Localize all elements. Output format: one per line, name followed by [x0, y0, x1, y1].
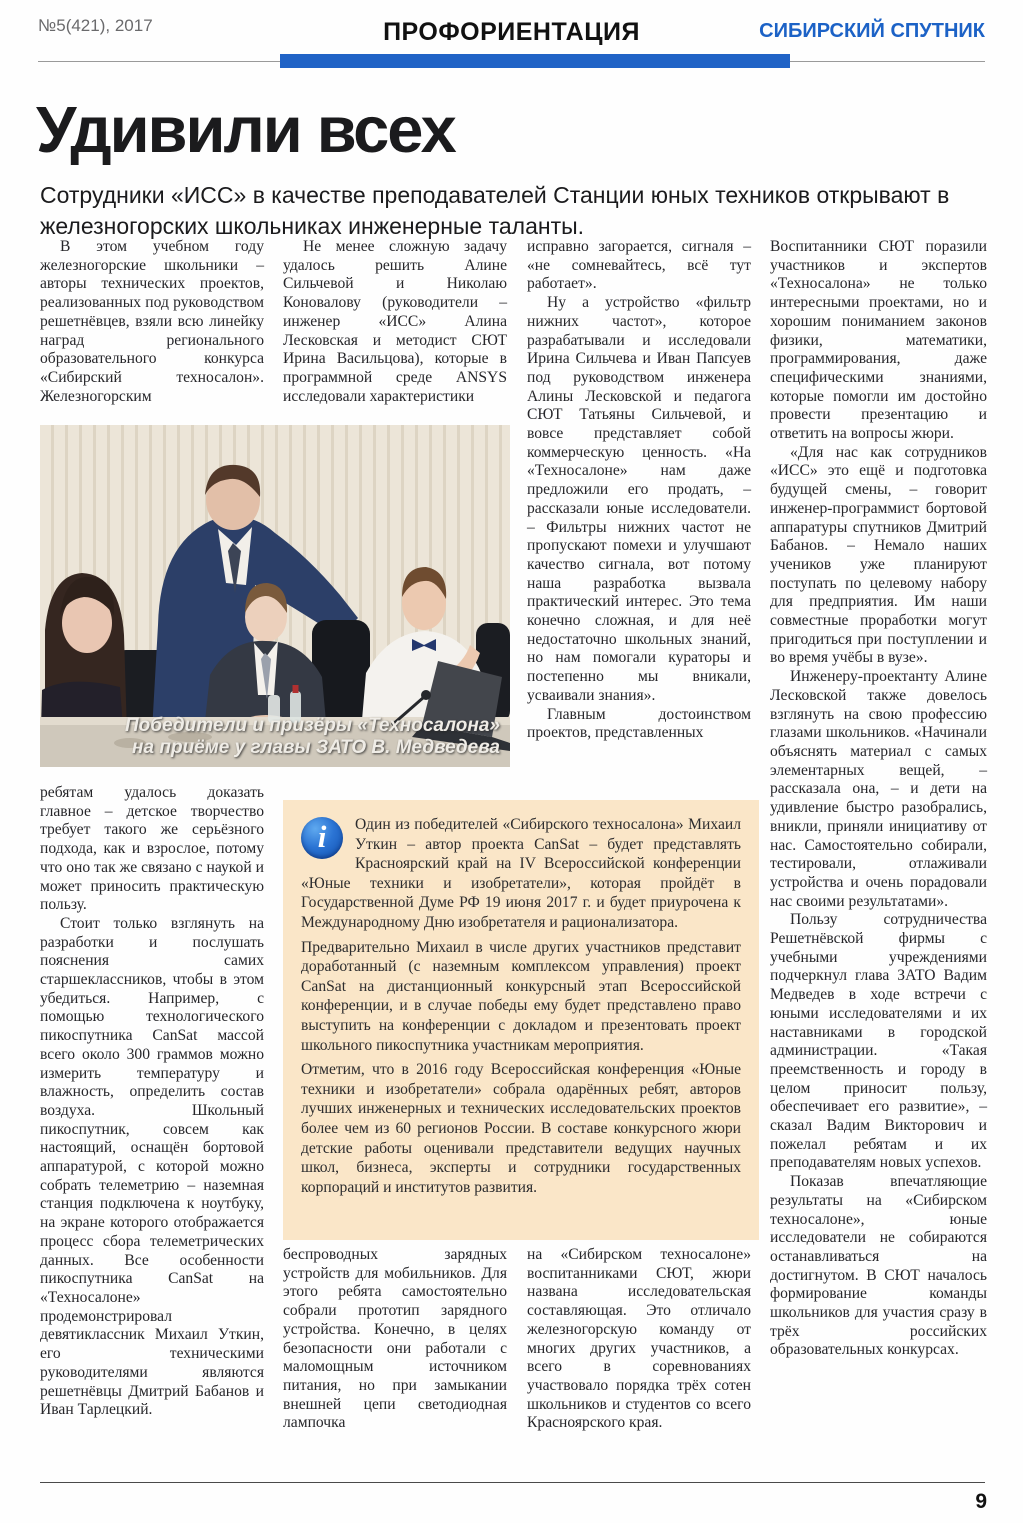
- paragraph: Пользу сотрудничества Решетнёвской фирмы с учебными учреждениями подчеркнул глава ЗАТО Вадим Медведев в ходе встречи с юными исследователями и их наставниками в городской администрации. «Такая преемственность и городу в целом приносит пользу, обеспечивает его развитие», – сказал Вадим Викторович и пожелал ребятам и их преподавателям новых успехов.: [770, 911, 987, 1172]
- paragraph: «Для нас как сотрудников «ИСС» это ещё и подготовка будущей смены, – говорит инженер-программист бортовой аппаратуры спутников Дмитрий Бабанов. – Немало наших учеников уже планируют поступать по целевому набору для предприятия. Им наши совместные проработки могут пригодиться при поступлении и во время учёбы в вузе».: [770, 443, 987, 667]
- paragraph: Стоит только взглянуть на разработки и послушать пояснения самих старшеклассников, чтобы в этом убедиться. Например, с помощью технологического пикоспутника CanSat массой всего около 300 граммов можно измерить температуру и влажность, определить состав воздуха. Школьный пикоспутник, совсем как настоящий, оснащён бортовой аппаратурой, с которой можно собрать телеметрию – наземная станция подключена к ноутбуку, на экране которого отображается процесс сбора телеметрических данных. Все особенности пикоспутника CanSat на «Техносалоне» продемонстрировал девятиклассник Михаил Уткин, его техническими руководителями являются решетнёвцы Дмитрий Бабанов и Иван Тарлецкий.: [40, 914, 264, 1419]
- paragraph: Показав впечатляющие результаты на «Сибирском техносалоне», юные исследователи не собираются останавливаться на достигнутом. В СЮТ началось формирование команды школьников для участия сразу в трёх российских образовательных конкурсах.: [770, 1173, 987, 1359]
- paragraph: ребятам удалось доказать главное – детское творчество требует такого же серьёзного подхода, как и взрослое, потому что оно так же связано с наукой и может приносить практическую пользу.: [40, 784, 264, 914]
- column-3-top: [527, 238, 751, 743]
- article-lead: Сотрудники «ИСС» в качестве преподавателей Станции юных техников открывают в железногорских школьниках инженерные таланты.: [40, 182, 950, 239]
- article-photo: [40, 425, 510, 767]
- publication-name: СИБИРСКИЙ СПУТНИК: [759, 20, 985, 42]
- footer-rule: [40, 1482, 985, 1483]
- info-icon: i: [301, 817, 343, 859]
- column-1-bottom: [40, 784, 264, 1420]
- column-2-bottom: [283, 1246, 507, 1433]
- paragraph: Не менее сложную задачу удалось решить Алине Сильчевой и Николаю Коновалову (руководители – инженер «ИСС» Алина Лесковская и методист СЮТ Ирина Васильцова), которые в программной среде ANSYS исследовали характеристики: [283, 238, 507, 405]
- header-accent-bar: [280, 54, 790, 68]
- info-box: [283, 800, 759, 1240]
- paragraph: Главным достоинством проектов, представленных: [527, 705, 751, 742]
- paragraph: Ну а устройство «фильтр нижних частот», которое разрабатывали и исследовали Ирина Сильчева и Иван Папсуев под руководством инженера Алины Лесковской и педагога СЮТ Татьяны Сильчевой, и вовсе представляет собой коммерческую ценность. «На «Техносалоне» нам даже предложили его продать, – рассказали юные исследователи. – Фильтры нижних частот не пропускают помехи и улучшают качество сигнала, вот потому наша разработка вызвала практический интерес. Это тема конечно сложная, и для неё недостаточно школьных знаний, но нам помогали кураторы и постепенно мы вникали, усваивали знания».: [527, 294, 751, 704]
- photo-caption-line2: на приёме у главы ЗАТО В. Медведева: [132, 737, 500, 758]
- paragraph: Воспитанники СЮТ поразили участников и экспертов «Техносалона» не только интересными проектами, но и хорошим пониманием законов физики, математики, программирования, даже специфическими знаниями, которые помогли им достойно провести презентацию и ответить на вопросы жюри.: [770, 238, 987, 443]
- issue-number: №5(421), 2017: [38, 16, 153, 35]
- column-3-bottom: [527, 1246, 751, 1433]
- infobox-paragraph: Предварительно Михаил в числе других участников представит доработанный (с наземным комплексом управления) проект CanSat на дистанционный конкурсный этап Всероссийской конференции, и в случае победы ему будет представлено право выступить на конференции с докладом и презентовать проект школьного пикоспутника участникам мероприятия.: [301, 938, 741, 1054]
- paragraph: беспроводных зарядных устройств для мобильников. Для этого ребята самостоятельно собрали прототип зарядного устройства. Конечно, в целях безопасности они работали с маломощным источником питания, но при замыкании внешней цепи светодиодная лампочка: [283, 1246, 507, 1432]
- article-title: Удивили всех: [36, 93, 455, 166]
- paragraph: исправно загорается, сигналя – «не сомневайтесь, всё тут работает».: [527, 238, 751, 293]
- section-title: ПРОФОРИЕНТАЦИЯ: [383, 18, 640, 46]
- page-number: 9: [975, 1490, 987, 1513]
- infobox-paragraph: Один из победителей «Сибирского техносалона» Михаил Уткин – автор проекта CanSat – будет представлять Красноярский край на IV Всероссийской конференции «Юные техники и изобретатели», которая пройдёт в Государственной Думе РФ 19 июня 2017 г. и будет приурочена к Международному Дню изобретателя и рационализатора.: [301, 816, 741, 931]
- paragraph: Инженеру-проектанту Алине Лесковской также довелось взглянуть на свою профессию глазами школьников. «Начинали объяснять материал с самых элементарных вещей, – рассказала она, – и дети на удивление быстро разобрались, вникли, приняли инициативу от нас. Самостоятельно собирали, тестировали, отлаживали устройства и очень порадовали нас своими результатами».: [770, 668, 987, 910]
- paragraph: на «Сибирском техносалоне» воспитанниками СЮТ, жюри названа исследовательская составляющая. Это отличало железногорскую команду от многих других участников, а всего в соревнованиях участвовало порядка трёх сотен школьников и студентов со всего Красноярского края.: [527, 1246, 751, 1432]
- infobox-paragraph: Отметим, что в 2016 году Всероссийская конференция «Юные техники и изобретатели» собрала одарённых ребят, авторов лучших инженерных и технических исследовательских проектов более чем из 60 регионов России. В составе конкурсного жюри детские работы оценивали представители ведущих научных школ, бизнеса, эксперты и сотрудники государственных корпораций и институтов развития.: [301, 1061, 741, 1196]
- column-1-top: [40, 238, 264, 406]
- column-4: [770, 238, 987, 1360]
- column-2-top: [283, 238, 507, 406]
- photo-caption: [125, 715, 500, 759]
- paragraph: В этом учебном году железногорские школьники – авторы технических проектов, реализованных под руководством решетнёвцев, взяли всю линейку наград регионального образовательного конкурса «Сибирский техносалон». Железногорским: [40, 238, 264, 405]
- photo-caption-line1: Победители и призёры «Техносалона»: [125, 715, 500, 736]
